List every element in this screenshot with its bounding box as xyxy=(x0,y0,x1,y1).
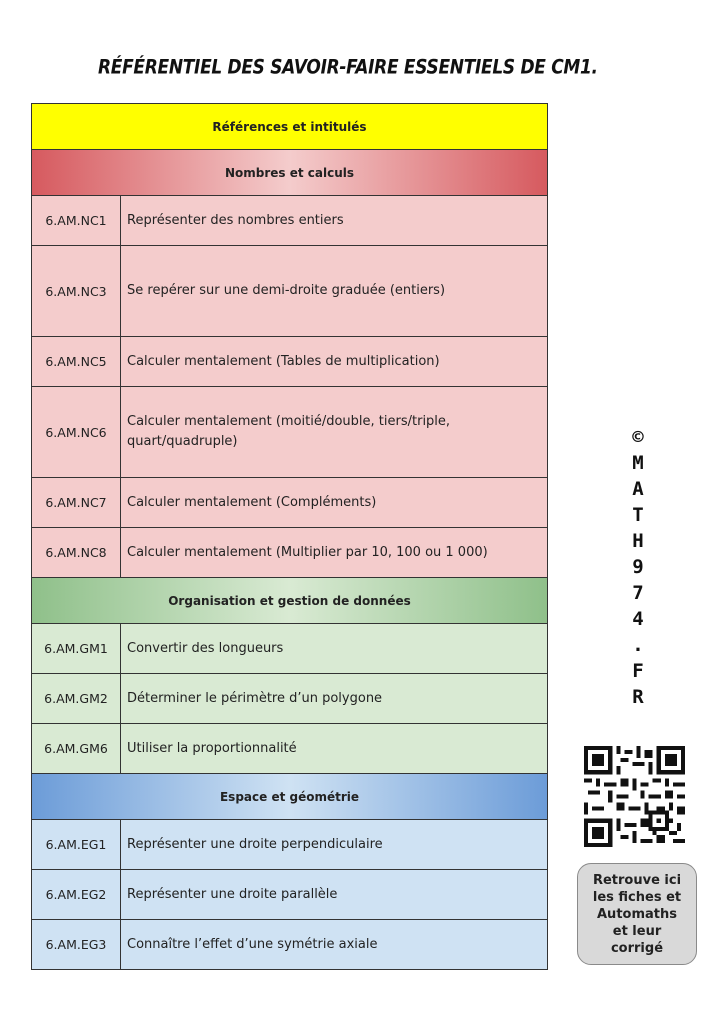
skill-label: Déterminer le périmètre d’un polygone xyxy=(127,690,383,706)
table-row xyxy=(32,624,547,674)
table-row xyxy=(32,724,547,774)
copyright-char: 7 xyxy=(632,582,644,604)
copyright-char: © xyxy=(632,426,644,448)
skill-code: 6.AM.GM1 xyxy=(32,624,121,673)
section-title: Organisation et gestion de données xyxy=(168,593,411,608)
table-row xyxy=(32,920,547,970)
section-header-espace xyxy=(32,774,547,820)
copyright-char: . xyxy=(632,634,644,656)
skill-label: Calculer mentalement (Compléments) xyxy=(127,494,377,510)
skill-code: 6.AM.NC7 xyxy=(32,478,121,527)
copyright-char: 9 xyxy=(632,556,644,578)
skill-label: Convertir des longueurs xyxy=(127,640,284,656)
skill-label: Représenter une droite parallèle xyxy=(127,886,338,902)
table-row xyxy=(32,674,547,724)
skill-code: 6.AM.NC6 xyxy=(32,387,121,477)
table-row xyxy=(32,246,547,337)
resources-note: Retrouve ici les fiches et Automaths et leur corrigé xyxy=(577,863,697,965)
section-title: Espace et géométrie xyxy=(219,789,360,804)
skill-code: 6.AM.NC8 xyxy=(32,528,121,577)
copyright-char: H xyxy=(632,530,644,552)
skill-label: Connaître l’effet d’une symétrie axiale xyxy=(127,936,378,952)
copyright-char: F xyxy=(632,660,644,682)
skill-label: Calculer mentalement (Multiplier par 10, 100 ou 1 000) xyxy=(127,544,488,560)
table-header-label: Références et intitulés xyxy=(212,119,367,134)
skill-label: Calculer mentalement (moitié/double, tiers/triple, quart/quadruple) xyxy=(127,414,451,449)
skill-label: Utiliser la proportionnalité xyxy=(127,740,297,756)
table-row xyxy=(32,820,547,870)
copyright-char: T xyxy=(632,504,644,526)
skill-code: 6.AM.NC1 xyxy=(32,196,121,245)
page-title: RÉFÉRENTIEL DES SAVOIR-FAIRE ESSENTIELS DE CM1. xyxy=(98,56,598,79)
skills-table xyxy=(31,103,548,970)
skill-code: 6.AM.EG3 xyxy=(32,920,121,969)
skill-code: 6.AM.NC3 xyxy=(32,246,121,336)
section-header-organisation xyxy=(32,578,547,624)
table-header xyxy=(32,104,547,150)
table-row xyxy=(32,528,547,578)
qr-code-icon[interactable] xyxy=(584,746,685,847)
table-row xyxy=(32,870,547,920)
copyright-char: R xyxy=(632,686,644,708)
skill-label: Représenter des nombres entiers xyxy=(127,212,344,228)
skill-code: 6.AM.NC5 xyxy=(32,337,121,386)
skill-label: Calculer mentalement (Tables de multiplication) xyxy=(127,353,440,369)
table-row xyxy=(32,337,547,387)
copyright-char: 4 xyxy=(632,608,644,630)
skill-label: Se repérer sur une demi-droite graduée (entiers) xyxy=(127,283,446,298)
section-header-nombres xyxy=(32,150,547,196)
skill-code: 6.AM.GM2 xyxy=(32,674,121,723)
table-row xyxy=(32,387,547,478)
copyright-char: A xyxy=(632,478,644,500)
skill-code: 6.AM.EG1 xyxy=(32,820,121,869)
table-row xyxy=(32,478,547,528)
copyright-char: M xyxy=(632,452,644,474)
skill-code: 6.AM.GM6 xyxy=(32,724,121,773)
skill-label: Représenter une droite perpendiculaire xyxy=(127,836,383,852)
copyright-vertical xyxy=(626,424,650,710)
section-title: Nombres et calculs xyxy=(224,165,355,180)
skill-code: 6.AM.EG2 xyxy=(32,870,121,919)
table-row xyxy=(32,196,547,246)
